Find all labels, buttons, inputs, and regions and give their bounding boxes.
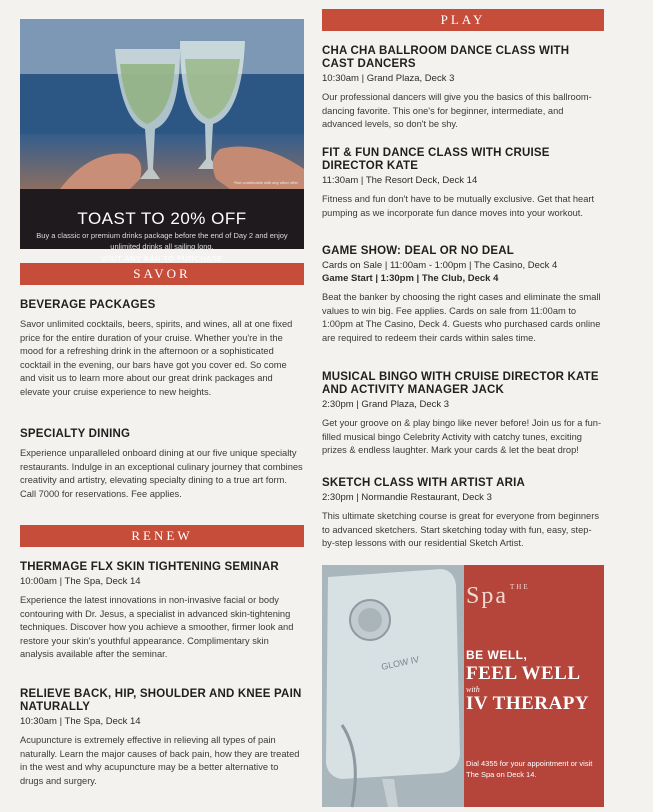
- section-body: Experience unparalleled onboard dining at our five unique specialty restaurants. Indulge in an exceptional culinary journey that combines creativity and artistry, elevating specialty dining to a true art form. Call 7000 for reservations. Fee applies.: [20, 448, 303, 499]
- specialty-dining-section: [20, 428, 304, 501]
- event-card-sale-time: Cards on Sale | 11:00am - 1:00pm | The Casino, Deck 4: [322, 260, 558, 271]
- event-game-start-time: Game Start | 1:30pm | The Club, Deck 4: [322, 273, 499, 284]
- sketch-class-section: [322, 477, 602, 551]
- promo-fine-print: *Not combinable with any other offer: [233, 180, 298, 185]
- spa-headline-2: FEEL WELL: [466, 663, 581, 684]
- event-title: FIT & FUN DANCE CLASS WITH CRUISE DIRECTOR KATE: [322, 147, 550, 172]
- event-description: Experience the latest innovations in non-invasive facial or body contouring with Dr. Jesus, a specialist in advanced skin-tightening techniques. Discover how you achieve a smoother, firmer look and restore your skin's youthful appearance. Complimentary skin analysis available after the seminar.: [20, 595, 294, 659]
- section-title: BEVERAGE PACKAGES: [20, 299, 156, 311]
- cha-cha-class-section: [322, 45, 602, 132]
- spa-headline-3: IV THERAPY: [466, 693, 590, 714]
- event-description: This ultimate sketching course is great for everyone from beginners to advanced sketchers. Start sketching today with fun, easy, step-by-step lessons with our residential Sketch Artist.: [322, 511, 599, 548]
- event-title: THERMAGE FLX SKIN TIGHTENING SEMINAR: [20, 561, 279, 573]
- iv-bag-illustration: [322, 565, 464, 807]
- section-title: SPECIALTY DINING: [20, 428, 131, 440]
- fit-fun-dance-section: [322, 147, 602, 220]
- spa-logo-small: THE: [510, 583, 530, 591]
- event-title: MUSICAL BINGO WITH CRUISE DIRECTOR KATE AND ACTIVITY MANAGER JACK: [322, 371, 599, 396]
- spa-iv-therapy-ad: [322, 565, 604, 807]
- iv-bag-photo: [322, 565, 464, 807]
- event-time-location: 2:30pm | Grand Plaza, Deck 3: [322, 399, 450, 410]
- promo-title: TOAST TO 20% OFF: [77, 209, 247, 228]
- event-time-location: 10:30am | The Spa, Deck 14: [20, 716, 141, 727]
- event-description: Get your groove on & play bingo like never before! Join us for a fun-filled musical bingo Celebrity Activity with catchy tunes, exciting prizes & endless laughter. Mark your cards & let the beat drop!: [322, 418, 602, 455]
- event-description: Acupuncture is extremely effective in relieving all types of pain naturally. Learn the major causes of back pain, how they are treated in the west and why acupuncture may be a better alternative to drugs and surgery.: [20, 735, 300, 786]
- toast-photo: [20, 19, 304, 189]
- event-description: Our professional dancers will give you the basics of this ballroom-dancing favorite. This one's for beginner, intermediate, and advanced levels, so don't be shy.: [322, 92, 592, 129]
- event-title: GAME SHOW: DEAL OR NO DEAL: [322, 245, 514, 257]
- spa-footer-contact: Dial 4355 for your appointment or visit The Spa on Deck 14.: [466, 759, 593, 779]
- spa-headline-1: BE WELL,: [466, 648, 528, 662]
- event-description: Beat the banker by choosing the right cases and eliminate the small values to win big. Fee applies. Cards on sale from 11:00am to 1:00pm at The Casino, Deck 4. Guests who purchased cards online are required to redeem their cards within sales time.: [322, 292, 601, 343]
- savor-banner: SAVOR: [20, 263, 304, 285]
- event-title: RELIEVE BACK, HIP, SHOULDER AND KNEE PAIN NATURALLY: [20, 688, 302, 713]
- spa-headline-with: with: [466, 685, 480, 694]
- event-time-location: 2:30pm | Normandie Restaurant, Deck 3: [322, 492, 492, 503]
- promo-body: Buy a classic or premium drinks package before the end of Day 2 and enjoy unlimited drinks all sailing long.: [36, 231, 288, 251]
- play-banner: PLAY: [322, 9, 604, 31]
- cocktail-glasses-illustration: [20, 19, 304, 189]
- event-time-location: 10:00am | The Spa, Deck 14: [20, 576, 141, 587]
- event-time-location: 11:30am | The Resort Deck, Deck 14: [322, 175, 478, 186]
- iv-bag-label: GLOW IV: [380, 654, 421, 672]
- musical-bingo-section: [322, 371, 602, 458]
- drinks-promo-card: [20, 19, 304, 263]
- spa-logo: [466, 583, 530, 610]
- acupuncture-section: [20, 688, 304, 788]
- section-body: Savor unlimited cocktails, beers, spirits, and wines, all at one fixed price for the entire duration of your cruise. Whether you're in the mood for a refreshing drink in the afternoon or a sophisticated cocktail in the evening, our bars have got you cover ed. So come and visit us to learn more about our great drink packages and elevate your cruise experience to new heights.: [20, 319, 293, 397]
- spa-logo-text: Spa: [466, 583, 508, 609]
- event-time-location: 10:30am | Grand Plaza, Deck 3: [322, 73, 455, 84]
- event-description: Fitness and fun don't have to be mutually exclusive. Get that heart pumping as we incorporate fun dance moves into your workout.: [322, 194, 595, 218]
- promo-cta: VISIT ANY BAR TO PURCHASE: [101, 254, 223, 263]
- renew-banner: RENEW: [20, 525, 304, 547]
- game-show-section: [322, 245, 602, 345]
- beverage-packages-section: [20, 299, 304, 399]
- event-title: CHA CHA BALLROOM DANCE CLASS WITH CAST DANCERS: [322, 45, 570, 70]
- thermage-seminar-section: [20, 561, 304, 662]
- event-title: SKETCH CLASS WITH ARTIST ARIA: [322, 477, 525, 489]
